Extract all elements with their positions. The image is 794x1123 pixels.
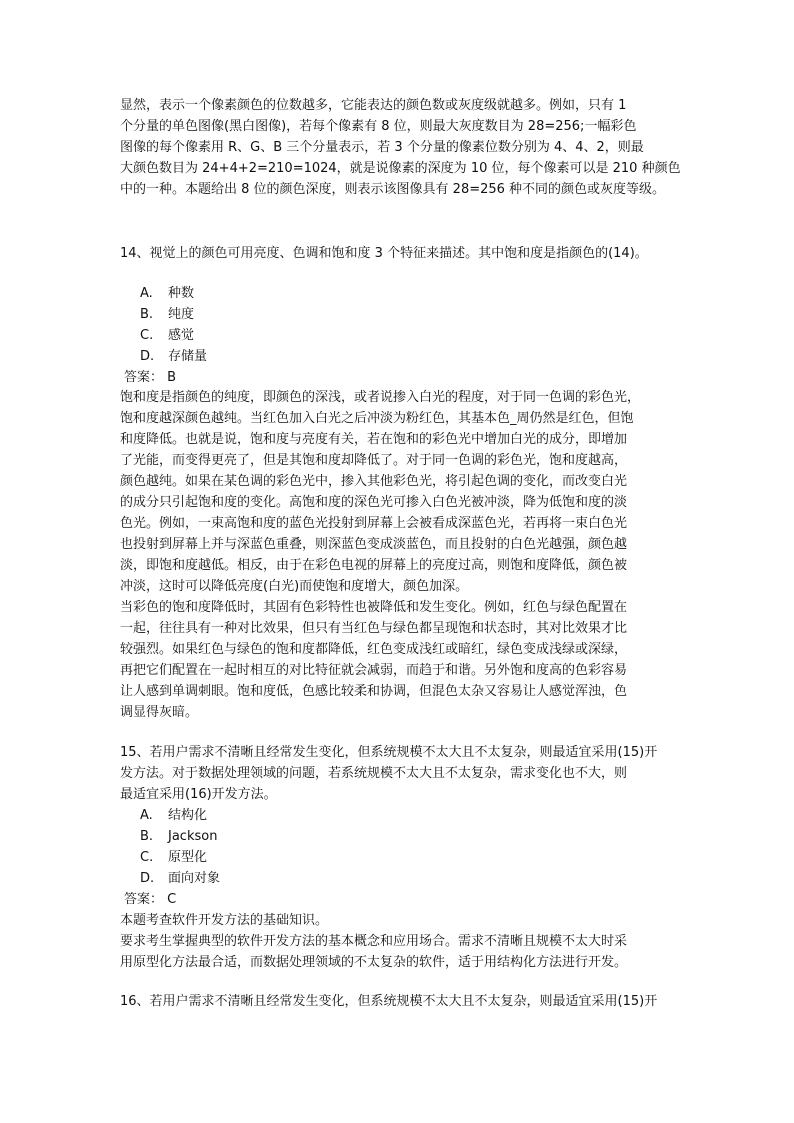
q14-explanation-line: 当彩色的饱和度降低时，其固有色彩特性也被降低和发生变化。例如，红色与绿色配置在 bbox=[120, 600, 628, 615]
q15-option-c bbox=[140, 850, 207, 866]
option-text: 原型化 bbox=[168, 850, 208, 865]
option-text: 存储量 bbox=[168, 349, 208, 364]
q14-explanation-line: 再把它们配置在一起时相互的对比特征就会减弱，而趋于和谐。另外饱和度高的色彩容易 bbox=[120, 663, 628, 678]
q14-option-c bbox=[140, 328, 194, 344]
q14-explanation-line: 调显得灰暗。 bbox=[120, 705, 199, 720]
option-text: 种数 bbox=[168, 286, 195, 301]
q14-explanation-line: 较强烈。如果红色与绿色的饱和度都降低，红色变成浅红或暗红，绿色变成浅绿或深绿， bbox=[120, 642, 628, 657]
q15-option-b bbox=[140, 829, 217, 845]
q14-explanation-line: 一起，往往具有一种对比效果，但只有当红色与绿色都呈现饱和状态时，其对比效果才比 bbox=[120, 621, 628, 636]
option-letter: A. bbox=[140, 808, 153, 823]
q14-explanation-line: 淡，即饱和度越低。相反，由于在彩色电视的屏幕上的亮度过高，则饱和度降低，颜色被 bbox=[120, 558, 628, 573]
intro-text-line: 个分量的单色图像(黑白图像)，若每个像素有 8 位，则最大灰度数目为 28=256;一幅彩色 bbox=[120, 119, 637, 134]
option-letter: B. bbox=[140, 307, 154, 322]
q14-option-b bbox=[140, 307, 194, 323]
intro-text-line: 显然，表示一个像素颜色的位数越多，它能表达的颜色数或灰度级就越多。例如，只有 1 bbox=[120, 98, 627, 113]
option-text: Jackson bbox=[168, 829, 218, 844]
question-14: 14、视觉上的颜色可用亮度、色调和饱和度 3 个特征来描述。其中饱和度是指颜色的(14)。 bbox=[120, 246, 648, 261]
intro-text-line: 中的一种。本题给出 8 位的颜色深度，则表示该图像具有 28=256 种不同的颜色或灰度等级。 bbox=[120, 182, 666, 197]
q14-explanation-line: 让人感到单调刺眼。饱和度低，色感比较柔和协调，但混色太杂又容易让人感觉浑浊，色 bbox=[120, 684, 628, 699]
q14-explanation-line: 饱和度越深颜色越纯。当红色加入白光之后冲淡为粉红色，其基本色_周仍然是红色，但饱 bbox=[120, 411, 634, 426]
option-letter: C. bbox=[140, 850, 154, 865]
intro-text-line: 大颜色数目为 24+4+2=210=1024，就是说像素的深度为 10 位，每个像素可以是 210 种颜色 bbox=[120, 161, 681, 176]
option-text: 纯度 bbox=[168, 307, 195, 322]
q14-explanation-line: 色光。例如，一束高饱和度的蓝色光投射到屏幕上会被看成深蓝色光，若再将一束白色光 bbox=[120, 516, 628, 531]
q15-option-d bbox=[140, 871, 220, 887]
q14-explanation-line: 和度降低。也就是说，饱和度与亮度有关，若在饱和的彩色光中增加白光的成分，即增加 bbox=[120, 432, 628, 447]
question-15-line: 最适宜采用(16)开发方法。 bbox=[120, 787, 277, 802]
option-letter: C. bbox=[140, 328, 154, 343]
q15-option-a bbox=[140, 808, 207, 824]
option-letter: D. bbox=[140, 871, 155, 886]
q15-explanation-line: 要求考生掌握典型的软件开发方法的基本概念和应用场合。需求不清晰且规模不太大时采 bbox=[120, 934, 628, 949]
intro-text-line: 图像的每个像素用 R、G、B 三个分量表示，若 3 个分量的像素位数分别为 4、4、2，则最 bbox=[120, 140, 644, 155]
option-letter: D. bbox=[140, 349, 155, 364]
q14-explanation-line: 颜色越纯。如果在某色调的彩色光中，掺入其他彩色光，将引起色调的变化，而改变白光 bbox=[120, 474, 628, 489]
q14-explanation-line: 的成分只引起饱和度的变化。高饱和度的深色光可掺入白色光被冲淡，降为低饱和度的淡 bbox=[120, 495, 628, 510]
q14-explanation-line: 饱和度是指颜色的纯度，即颜色的深浅，或者说掺入白光的程度，对于同一色调的彩色光， bbox=[120, 390, 641, 405]
q14-explanation-line: 也投射到屏幕上并与深蓝色重叠，则深蓝色变成淡蓝色，而且投射的白色光越强，颜色越 bbox=[120, 537, 628, 552]
q14-answer: 答案： B bbox=[124, 370, 177, 385]
q14-option-a bbox=[140, 286, 194, 302]
option-letter: A. bbox=[140, 286, 153, 301]
question-15-line: 发方法。对于数据处理领域的问题，若系统规模不太大且不太复杂，需求变化也不大，则 bbox=[120, 766, 628, 781]
q15-answer: 答案： C bbox=[124, 892, 177, 907]
q15-explanation-line: 用原型化方法最合适，而数据处理领域的不太复杂的软件，适于用结构化方法进行开发。 bbox=[120, 955, 628, 970]
q14-explanation-line: 了光能，而变得更亮了，但是其饱和度却降低了。对于同一色调的彩色光，饱和度越高， bbox=[120, 453, 628, 468]
q14-option-d bbox=[140, 349, 207, 365]
question-15-line: 15、若用户需求不清晰且经常发生变化，但系统规模不太大且不太复杂，则最适宜采用(15)开 bbox=[120, 745, 658, 760]
option-text: 面向对象 bbox=[168, 871, 221, 886]
option-text: 感觉 bbox=[168, 328, 195, 343]
q15-explanation-line: 本题考查软件开发方法的基础知识。 bbox=[120, 913, 329, 928]
q14-explanation-line: 冲淡，这时可以降低亮度(白光)而使饱和度增大，颜色加深。 bbox=[120, 579, 469, 594]
option-text: 结构化 bbox=[168, 808, 208, 823]
question-16: 16、若用户需求不清晰且经常发生变化，但系统规模不太大且不太复杂，则最适宜采用(15)开 bbox=[120, 994, 658, 1009]
option-letter: B. bbox=[140, 829, 154, 844]
